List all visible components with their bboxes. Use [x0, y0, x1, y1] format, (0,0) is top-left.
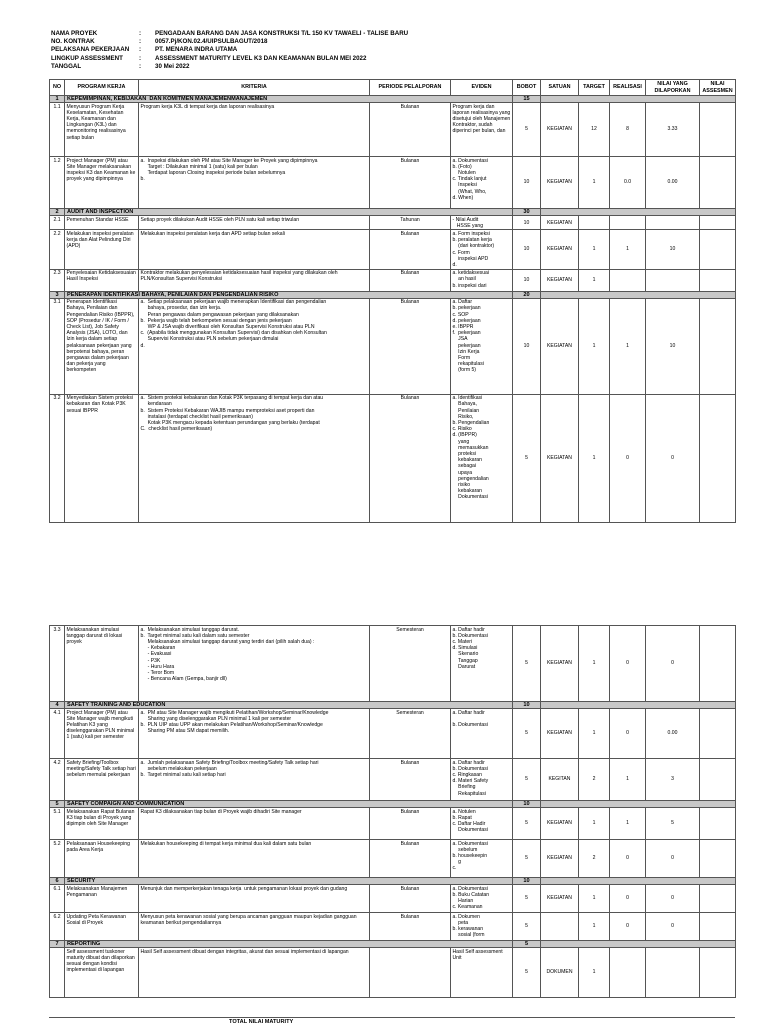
- realisasi-cell: [610, 948, 646, 998]
- header-field: [51, 55, 408, 63]
- kriteria-cell: Program kerja K3L di tempat kerja dan laporan realisasinya: [139, 103, 370, 157]
- eviden-cell: - Nilai Audit HSSE yang: [451, 216, 513, 230]
- satuan-cell: KEGIATAN: [541, 103, 579, 157]
- header-colon: :: [139, 46, 142, 54]
- target-cell: [579, 216, 610, 230]
- section-row: [50, 209, 736, 216]
- periode-cell: Bulanan: [370, 269, 451, 291]
- nilai-assesmen-cell: [700, 157, 736, 209]
- nilai-dilaporkan-cell: 0: [646, 885, 700, 913]
- section-filler: [541, 941, 736, 948]
- table-row: [50, 103, 736, 157]
- eviden-cell: a. Daftar hadir b. Dokumentasi c. Materi d. Simulasi Skenario Tanggap Darurat: [451, 626, 513, 702]
- section-title: AUDIT AND INSPECTION: [65, 209, 513, 216]
- program-kerja-cell: Melakukan inspeksi peralatan kerja dan Alat Pelindung Diri (APD): [65, 230, 139, 269]
- section-row: [50, 96, 736, 103]
- section-weight: 5: [513, 941, 541, 948]
- section-title: PENERAPAN IDENTIFIKASI BAHAYA, PENILAIAN DAN PENGENDALIAN RISIKO: [65, 291, 513, 298]
- program-kerja-cell: Melaksanakan Manajemen Pengamanan: [65, 885, 139, 913]
- program-kerja-cell: Melaksanakan Rapat Bulanan K3 tiap bulan di Proyek yang dipimpin oleh Site Manager: [65, 808, 139, 840]
- kriteria-cell: a. PM atau Site Manager wajib mengikuti Pelatihan/Workshop/Seminar/Knowledge Sharing yang diselenggarakan PLN minimal 1 kali per semester b. PLN UIP atau UPP akan melakukan Pelatihan/Workshop/Seminar/Knowledge Sharing PM atau SM dapat memilih.: [139, 709, 370, 759]
- realisasi-cell: [610, 216, 646, 230]
- row-number: 3.2: [50, 394, 65, 522]
- realisasi-cell: 0: [610, 913, 646, 941]
- satuan-cell: KEGITAN: [541, 759, 579, 801]
- eviden-cell: a. Dokumen peta b. kerawanan sosial (form: [451, 913, 513, 941]
- periode-cell: Bulanan: [370, 157, 451, 209]
- row-number: 2.2: [50, 230, 65, 269]
- realisasi-cell: 0: [610, 709, 646, 759]
- nilai-dilaporkan-cell: [646, 216, 700, 230]
- bobot-cell: 5: [513, 840, 541, 878]
- bobot-cell: 10: [513, 298, 541, 394]
- kriteria-cell: Kontraktor melakukan penyelesaian ketidaksesuaian hasil inspeksi yang dilakukan oleh PLN/Konsultan Supervisi Konstruksi: [139, 269, 370, 291]
- table-row: [50, 216, 736, 230]
- table-row: [50, 394, 736, 522]
- nilai-assesmen-cell: [700, 103, 736, 157]
- eviden-cell: Hasil Self assessment Unit: [451, 948, 513, 998]
- bobot-cell: 10: [513, 157, 541, 209]
- section-filler: [541, 96, 736, 103]
- kriteria-cell: Hasil Self assessment dibuat dengan integritas, akurat dan sesuai implementasi di lapangan: [139, 948, 370, 998]
- program-kerja-cell: Melaksanakan simulasi tanggap darurat di lokasi proyek: [65, 626, 139, 702]
- target-cell: 1: [579, 269, 610, 291]
- column-header: NILAI YANG DILAPORKAN: [646, 80, 700, 96]
- section-number: 6: [50, 878, 65, 885]
- bobot-cell: 10: [513, 230, 541, 269]
- bobot-cell: 5: [513, 394, 541, 522]
- header-colon: :: [139, 38, 142, 46]
- program-kerja-cell: Pelaksanaan Housekeeping pada Area Kerja: [65, 840, 139, 878]
- bobot-cell: 5: [513, 759, 541, 801]
- target-cell: 1: [579, 913, 610, 941]
- target-cell: 1: [579, 709, 610, 759]
- assessment-table-page-one: [49, 79, 736, 523]
- target-cell: 12: [579, 103, 610, 157]
- kriteria-cell: a. Jumlah pelaksanaan Safety Briefing/Toolbox meeting/Safety Talk setiap hari sebelum melakukan pekerjaan b. Target minimal satu kali setiap hari: [139, 759, 370, 801]
- program-kerja-cell: Penerapan Identifikasi Bahaya, Penilaian dan Pengendalian Risiko (IBPPR), SOP (Prosedur / IK / Form / Check List), Job Safety Analysis (JSA), LOTO, dan Izin kerja dalam setiap pelaksanaan pekerjaan yang berpotensi bahaya, peran pengawas dalam pekerjaan dan pekerja yang berkompeten: [65, 298, 139, 394]
- row-number: 1.2: [50, 157, 65, 209]
- section-row: [50, 941, 736, 948]
- nilai-assesmen-cell: [700, 913, 736, 941]
- section-title: REPORTING: [65, 941, 513, 948]
- satuan-cell: DOKUMEN: [541, 948, 579, 998]
- eviden-cell: a. Identifikasi Bahaya, Penilaian Risiko, b. Pengendalian c. Risiko d. (IBPPR) yang memasukkan proteksi kebakaran sebagai upaya pengendalian risiko kebakaran Dokumentasi: [451, 394, 513, 522]
- header-field-label: NAMA PROYEK: [51, 30, 98, 37]
- nilai-dilaporkan-cell: 10: [646, 298, 700, 394]
- section-row: [50, 291, 736, 298]
- satuan-cell: KEGIATAN: [541, 298, 579, 394]
- row-number: 3.1: [50, 298, 65, 394]
- header-field: [51, 38, 408, 46]
- nilai-assesmen-cell: [700, 298, 736, 394]
- section-number: 7: [50, 941, 65, 948]
- target-cell: 1: [579, 394, 610, 522]
- program-kerja-cell: Project Manager (PM) atau Site Manager melaksanakan inspeksi K3 dan Keamanan ke proyek yang dipimpinnya: [65, 157, 139, 209]
- satuan-cell: KEGIATAN: [541, 230, 579, 269]
- column-header-row: [50, 80, 736, 96]
- periode-cell: Bulanan: [370, 230, 451, 269]
- bobot-cell: 5: [513, 626, 541, 702]
- bobot-cell: 5: [513, 885, 541, 913]
- realisasi-cell: 1: [610, 808, 646, 840]
- section-filler: [541, 291, 736, 298]
- section-weight: 10: [513, 801, 541, 808]
- kriteria-cell: a. Sistem proteksi kebakaran dan Kotak P3K terpasang di tempat kerja dan atau kendaraan b. Sistem Proteksi Kebakaran WAJIB mampu memproteksi aset properti dan instalasi (terdapat checklist hasil pemeriksaan) Kotak P3K mengacu kepada ketentuan perundangan yang berlaku (terdapat C. checklist hasil pemeriksaan): [139, 394, 370, 522]
- nilai-assesmen-cell: [700, 626, 736, 702]
- header-field: [51, 46, 408, 54]
- section-weight: 10: [513, 878, 541, 885]
- nilai-dilaporkan-cell: 5: [646, 808, 700, 840]
- periode-cell: Semesteran: [370, 626, 451, 702]
- section-row: [50, 878, 736, 885]
- nilai-assesmen-cell: [700, 840, 736, 878]
- bobot-cell: 10: [513, 269, 541, 291]
- target-cell: 1: [579, 885, 610, 913]
- nilai-assesmen-cell: [700, 709, 736, 759]
- periode-cell: Bulanan: [370, 394, 451, 522]
- satuan-cell: KEGIATAN: [541, 394, 579, 522]
- header-field: [51, 63, 408, 71]
- section-title: SAFETY COMPAIGN AND COMMUNICATION: [65, 801, 513, 808]
- target-cell: 1: [579, 626, 610, 702]
- kriteria-cell: Melakukan housekeeping di tempat kerja minimal dua kali dalam satu bulan: [139, 840, 370, 878]
- periode-cell: Bulanan: [370, 840, 451, 878]
- row-number: 1.1: [50, 103, 65, 157]
- nilai-dilaporkan-cell: [646, 269, 700, 291]
- column-header: NO: [50, 80, 65, 96]
- assessment-table-page-two: [49, 625, 736, 998]
- section-filler: [541, 878, 736, 885]
- nilai-dilaporkan-cell: 0.00: [646, 709, 700, 759]
- column-header: TARGET: [579, 80, 610, 96]
- header-colon: :: [139, 30, 142, 37]
- eviden-cell: Program kerja dan laporan realisasinya yang disetujui oleh Manajemen Kontraktor, sudah diperinci per bulan, dan: [451, 103, 513, 157]
- section-filler: [541, 209, 736, 216]
- eviden-cell: a. Dokumentasi b. Buku Catatan Harian c. Keamanan: [451, 885, 513, 913]
- table-row: [50, 885, 736, 913]
- table-row: [50, 230, 736, 269]
- program-kerja-cell: Updating Peta Kerawanan Sosial di Proyek: [65, 913, 139, 941]
- section-number: 1: [50, 96, 65, 103]
- column-header: SATUAN: [541, 80, 579, 96]
- row-number: 6.1: [50, 885, 65, 913]
- row-number: 5.1: [50, 808, 65, 840]
- section-weight: 30: [513, 209, 541, 216]
- periode-cell: [370, 948, 451, 998]
- realisasi-cell: 0: [610, 394, 646, 522]
- realisasi-cell: 1: [610, 759, 646, 801]
- realisasi-cell: 0: [610, 626, 646, 702]
- target-cell: 2: [579, 759, 610, 801]
- target-cell: 1: [579, 808, 610, 840]
- program-kerja-cell: Project Manager (PM) atau Site Manager wajib mengikuti Pelatihan K3 yang diselenggarakan PLN minimal 1 (satu) kali per semester: [65, 709, 139, 759]
- kriteria-cell: Setiap proyek dilakukan Audit HSSE oleh PLN satu kali setiap triwulan: [139, 216, 370, 230]
- kriteria-cell: Menunjuk dan memperkerjakan tenaga kerja untuk pengamanan lokasi proyek dan gudang: [139, 885, 370, 913]
- realisasi-cell: 1: [610, 230, 646, 269]
- table-row: [50, 157, 736, 209]
- kriteria-cell: Menyusun peta kerawanan sosial yang berupa ancaman gangguan maupun kejadian gangguan keamanan berikut pengendaliannya: [139, 913, 370, 941]
- header-field: [51, 30, 408, 38]
- bobot-cell: 5: [513, 948, 541, 998]
- program-kerja-cell: Pemenuhan Standar HSSE: [65, 216, 139, 230]
- column-header: REALISASI: [610, 80, 646, 96]
- header-field-value: ASSESSMENT MATURITY LEVEL K3 DAN KEAMANAN BULAN MEI 2022: [155, 54, 367, 62]
- kriteria-cell: a. Inspeksi dilakukan oleh PM atau Site Manager ke Proyek yang dipimpinnya Target : Dilakukan minimal 1 (satu) kali per bulan Terdapat laporan Closing inspeksi periode bulan sebelumnya b.: [139, 157, 370, 209]
- eviden-cell: a. Notulen b. Rapat c. Daftar Hadir Dokumentasi: [451, 808, 513, 840]
- section-weight: 10: [513, 702, 541, 709]
- periode-cell: Bulanan: [370, 759, 451, 801]
- target-cell: 1: [579, 948, 610, 998]
- header-field-label: TANGGAL: [51, 62, 82, 70]
- target-cell: 1: [579, 298, 610, 394]
- bobot-cell: 5: [513, 709, 541, 759]
- realisasi-cell: 0.0: [610, 157, 646, 209]
- periode-cell: Bulanan: [370, 885, 451, 913]
- nilai-assesmen-cell: [700, 759, 736, 801]
- nilai-assesmen-cell: [700, 808, 736, 840]
- section-filler: [541, 702, 736, 709]
- header-field-value: PT. MENARA INDRA UTAMA: [155, 46, 238, 54]
- section-number: 4: [50, 702, 65, 709]
- eviden-cell: a. Daftar hadir b. Dokumentasi c. Ringkasan d. Materi Safety Briefing Rekapitulasi: [451, 759, 513, 801]
- nilai-assesmen-cell: [700, 885, 736, 913]
- nilai-dilaporkan-cell: 0: [646, 913, 700, 941]
- nilai-dilaporkan-cell: 0.00: [646, 157, 700, 209]
- header-colon: :: [139, 54, 142, 62]
- eviden-cell: a. ketidaksesuai an hasil b. inspeksi dari: [451, 269, 513, 291]
- header-colon: :: [139, 62, 142, 70]
- page-two: [0, 622, 768, 1024]
- program-kerja-cell: Menyusun Program Kerja Keselamatan, Kesehatan Kerja, Keamanan dan Lingkungan (K3L) dan memonitoring realisasinya setiap bulan: [65, 103, 139, 157]
- table-row: [50, 913, 736, 941]
- nilai-assesmen-cell: [700, 269, 736, 291]
- periode-cell: Bulanan: [370, 298, 451, 394]
- section-row: [50, 702, 736, 709]
- program-kerja-cell: Menyediakan Sistem proteksi kebakaran dan Kotak P3K sesuai IBPPR: [65, 394, 139, 522]
- periode-cell: Tahunan: [370, 216, 451, 230]
- satuan-cell: KEGIATAN: [541, 157, 579, 209]
- table-row: [50, 840, 736, 878]
- eviden-cell: a. Dokumentasi b. (Foto) Notulen c. Tindak lanjut Inspeksi (What, Who, d. When): [451, 157, 513, 209]
- bobot-cell: 5: [513, 103, 541, 157]
- nilai-dilaporkan-cell: 10: [646, 230, 700, 269]
- target-cell: 1: [579, 157, 610, 209]
- table-row: [50, 298, 736, 394]
- table-row: [50, 948, 736, 998]
- row-number: [50, 948, 65, 998]
- kriteria-cell: Melakukan inspeksi peralatan kerja dan APD setiap bulan sekali: [139, 230, 370, 269]
- table-row: [50, 269, 736, 291]
- satuan-cell: KEGIATAN: [541, 216, 579, 230]
- nilai-dilaporkan-cell: 3.33: [646, 103, 700, 157]
- table-row: [50, 808, 736, 840]
- eviden-cell: a. Form inspeksi b. peralatan kerja (dari kontraktor) c. Form inspeksi APD d.: [451, 230, 513, 269]
- satuan-cell: KEGIATAN: [541, 626, 579, 702]
- satuan-cell: [541, 913, 579, 941]
- realisasi-cell: 0: [610, 885, 646, 913]
- program-kerja-cell: Penyelesaian Ketidaksesuaian Hasil Inspeksi: [65, 269, 139, 291]
- section-weight: 15: [513, 96, 541, 103]
- total-label: TOTAL NILAI MATURITY: [229, 1019, 294, 1025]
- row-number: 4.2: [50, 759, 65, 801]
- document-header: [51, 30, 408, 71]
- row-number: 4.1: [50, 709, 65, 759]
- periode-cell: Bulanan: [370, 103, 451, 157]
- section-title: SAFETY TRAINING AND EDUCATION: [65, 702, 513, 709]
- header-field-label: LINGKUP ASSESSMENT: [51, 54, 123, 62]
- nilai-assesmen-cell: [700, 394, 736, 522]
- section-number: 5: [50, 801, 65, 808]
- bobot-cell: 10: [513, 216, 541, 230]
- header-field-value: PENGADAAN BARANG DAN JASA KONSTRUKSI T/L 150 KV TAWAELI - TALISE BARU: [155, 30, 409, 37]
- nilai-dilaporkan-cell: 3: [646, 759, 700, 801]
- realisasi-cell: [610, 269, 646, 291]
- section-title: SECURITY: [65, 878, 513, 885]
- section-row: [50, 801, 736, 808]
- satuan-cell: KEGIATAN: [541, 709, 579, 759]
- eviden-cell: a. Daftar b. pekerjaan c. SOP d. pekerjaan e. IBPPR f. pekerjaan JSA pekerjaan Izin Kerja Form rekapitulasi (form 5): [451, 298, 513, 394]
- row-number: 6.2: [50, 913, 65, 941]
- nilai-assesmen-cell: [700, 948, 736, 998]
- section-weight: 20: [513, 291, 541, 298]
- column-header: PERIODE PELALPORAN: [370, 80, 451, 96]
- realisasi-cell: 0: [610, 840, 646, 878]
- section-title: KEPEMIMPINAN, KEBIJAKAN DAN KOMITMEN MANAJEMENMANAJEMEN: [65, 96, 513, 103]
- program-kerja-cell: Safety Briefing/Toolbox meeting/Safety Talk setiap hari sebelum memulai pekerjaan: [65, 759, 139, 801]
- periode-cell: Bulanan: [370, 913, 451, 941]
- nilai-dilaporkan-cell: [646, 948, 700, 998]
- table-row: [50, 759, 736, 801]
- section-number: 3: [50, 291, 65, 298]
- header-field-label: NO. KONTRAK: [51, 38, 95, 46]
- nilai-assesmen-cell: [700, 216, 736, 230]
- table-row: [50, 709, 736, 759]
- periode-cell: Bulanan: [370, 808, 451, 840]
- header-field-label: PELAKSANA PEKERJAAN: [51, 46, 130, 54]
- kriteria-cell: a. Setiap pelaksanaan pekerjaan wajib menerapkan Identifikasi dan pengendalian bahaya, prosedur, dan izin kerja. Peran pengawas dalam pengawasan pekerjaan yang dilaksanakan b. Pekerja wajib telah berkompeten sesuai dengan jenis pekerjaan WP & JSA wajib diverifikasi oleh Konsultan Supervisi Konstruksi atau PLN c. (Apabila tidak menggunakan Konsultan Supervisi) dan disahkan oleh Konsultan Supervisi Konstruksi atau PLN sebelum pekerjaan dimulai d.: [139, 298, 370, 394]
- nilai-dilaporkan-cell: 0: [646, 394, 700, 522]
- realisasi-cell: 8: [610, 103, 646, 157]
- header-field-value: 30 Mei 2022: [155, 62, 190, 70]
- row-number: 5.2: [50, 840, 65, 878]
- satuan-cell: KEGIATAN: [541, 269, 579, 291]
- target-cell: 1: [579, 230, 610, 269]
- nilai-assesmen-cell: [700, 230, 736, 269]
- kriteria-cell: Rapat K3 dilaksanakan tiap bulan di Proyek wajib dihadiri Site manager: [139, 808, 370, 840]
- nilai-dilaporkan-cell: 0: [646, 840, 700, 878]
- row-number: 2.3: [50, 269, 65, 291]
- header-field-value: 0057.Pj/KON.02.4/UIPSULBAGUT/2018: [155, 38, 268, 46]
- bobot-cell: 5: [513, 808, 541, 840]
- section-number: 2: [50, 209, 65, 216]
- column-header: EVIDEN: [451, 80, 513, 96]
- section-filler: [541, 801, 736, 808]
- bobot-cell: 5: [513, 913, 541, 941]
- realisasi-cell: 1: [610, 298, 646, 394]
- nilai-dilaporkan-cell: 0: [646, 626, 700, 702]
- eviden-cell: a. Daftar hadir b. Dokumentasi: [451, 709, 513, 759]
- program-kerja-cell: Self assessment tuskoner maturity dibuat dan dilaporkan sesuai dengan kondisi implementasi di lapangan: [65, 948, 139, 998]
- satuan-cell: KEGIATAN: [541, 885, 579, 913]
- periode-cell: Semesteran: [370, 709, 451, 759]
- target-cell: 2: [579, 840, 610, 878]
- row-number: 2.1: [50, 216, 65, 230]
- satuan-cell: KEGIATAN: [541, 808, 579, 840]
- row-number: 3.3: [50, 626, 65, 702]
- column-header: PROGRAM KERJA: [65, 80, 139, 96]
- table-row: [50, 626, 736, 702]
- column-header: NILAI ASSESMEN: [700, 80, 736, 96]
- column-header: KRITERIA: [139, 80, 370, 96]
- kriteria-cell: a. Melaksanakan simulasi tanggap darurat. b. Target minimal satu kali dalam satu semester Melaksanakan simulasi tanggap darurat yang terdiri dari (pilih salah dua) : - Kebakaran - Evakuasi - P3K - Huru Hara - Teror Bom - Bencana Alam (Gempa, banjir dll): [139, 626, 370, 702]
- eviden-cell: a. Dokumentasi sebelum b. housekeepin g c.: [451, 840, 513, 878]
- satuan-cell: KEGIATAN: [541, 840, 579, 878]
- column-header: BOBOT: [513, 80, 541, 96]
